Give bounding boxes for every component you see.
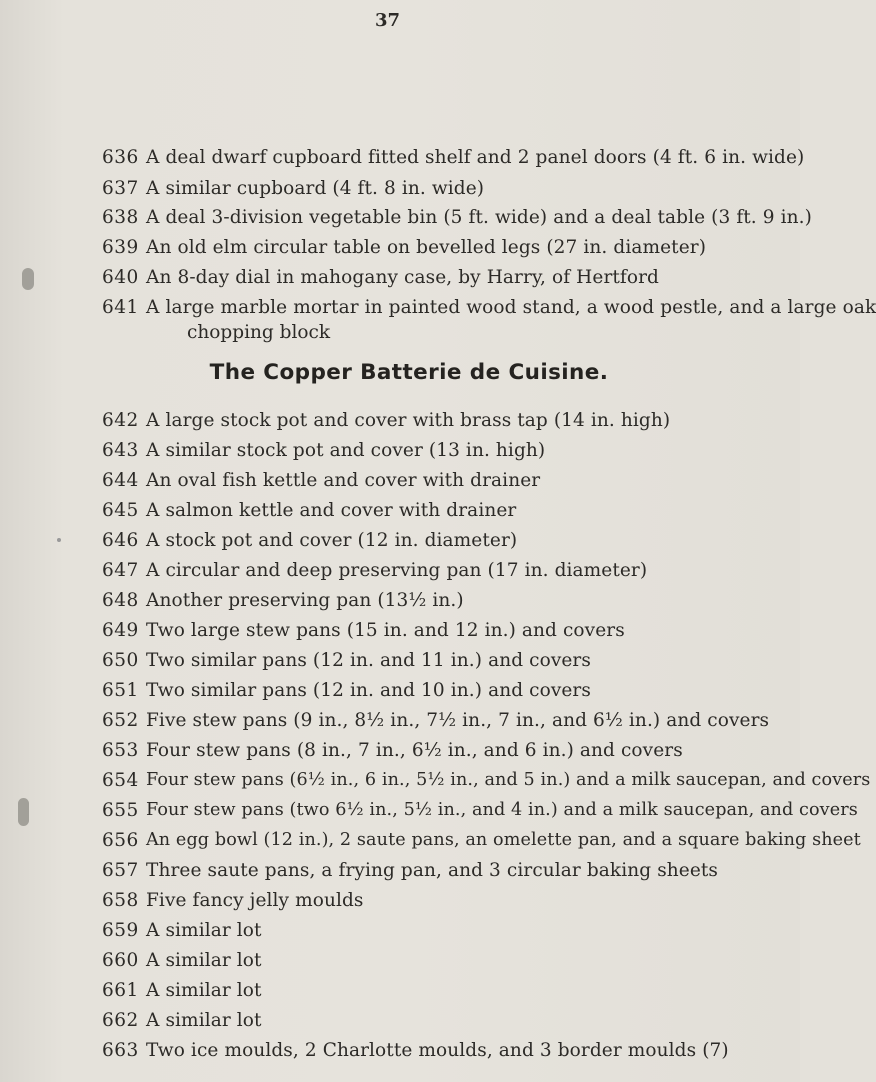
lot-number: 663	[102, 1040, 139, 1061]
lot-row	[0, 297, 876, 321]
page-number: 37	[374, 10, 401, 31]
lot-number: 655	[102, 800, 139, 821]
lot-row	[0, 650, 800, 674]
lot-number: 662	[102, 1010, 139, 1031]
lot-description: A similar stock pot and cover (13 in. high)	[146, 440, 546, 461]
lot-row	[0, 950, 800, 974]
lot-number: 649	[102, 620, 139, 641]
lot-row	[0, 147, 805, 171]
lot-description: A deal dwarf cupboard fitted shelf and 2 panel doors (4 ft. 6 in. wide)	[146, 147, 805, 168]
lot-description: Two large stew pans (15 in. and 12 in.) and covers	[146, 620, 625, 641]
lot-number: 638	[102, 207, 139, 228]
lot-description: A similar lot	[146, 1010, 262, 1031]
lot-number: 654	[102, 770, 139, 791]
lot-row	[0, 620, 800, 644]
lot-row	[0, 237, 800, 261]
lot-description: Two similar pans (12 in. and 10 in.) and covers	[146, 680, 591, 701]
lot-row	[0, 267, 800, 291]
lot-description: A similar cupboard (4 ft. 8 in. wide)	[146, 178, 485, 199]
lot-number: 653	[102, 740, 139, 761]
lot-number: 643	[102, 440, 139, 461]
lot-description: A similar lot	[146, 950, 262, 971]
lot-number: 661	[102, 980, 139, 1001]
lot-row	[0, 710, 800, 734]
lot-description: Four stew pans (8 in., 7 in., 6½ in., and 6 in.) and covers	[146, 740, 683, 761]
lot-description-continuation: chopping block	[187, 322, 331, 343]
lot-description: Another preserving pan (13½ in.)	[146, 590, 464, 611]
lot-row	[0, 500, 800, 524]
lot-number: 646	[102, 530, 139, 551]
lot-row	[0, 890, 800, 914]
lot-description: A circular and deep preserving pan (17 in. diameter)	[146, 560, 648, 581]
lot-row	[0, 440, 800, 464]
lot-row	[0, 560, 800, 584]
lot-description: A large marble mortar in painted wood stand, a wood pestle, and a large oak	[146, 297, 876, 318]
lot-number: 647	[102, 560, 139, 581]
lot-description: A stock pot and cover (12 in. diameter)	[146, 530, 518, 551]
lot-row	[0, 980, 800, 1004]
lot-number: 641	[102, 297, 139, 318]
lot-row	[0, 830, 861, 854]
section-heading: The Copper Batterie de Cuisine.	[209, 360, 609, 385]
lot-description: A large stock pot and cover with brass tap (14 in. high)	[146, 410, 671, 431]
lot-row	[0, 1010, 800, 1034]
lot-row	[0, 1040, 800, 1064]
lot-description: A similar lot	[146, 920, 262, 941]
lot-row	[0, 680, 800, 704]
lot-description: Five fancy jelly moulds	[146, 890, 364, 911]
lot-description: Two similar pans (12 in. and 11 in.) and covers	[146, 650, 591, 671]
lot-number: 656	[102, 830, 139, 851]
lot-row	[0, 860, 800, 884]
lot-row	[0, 178, 800, 202]
lot-row	[0, 920, 800, 944]
lot-description: A salmon kettle and cover with drainer	[146, 500, 517, 521]
lot-row	[0, 207, 812, 231]
lot-description: An old elm circular table on bevelled legs (27 in. diameter)	[146, 237, 707, 258]
lot-number: 639	[102, 237, 139, 258]
lot-number: 652	[102, 710, 139, 731]
lot-description: Four stew pans (6½ in., 6 in., 5½ in., and 5 in.) and a milk saucepan, and covers	[146, 770, 871, 790]
lot-description: An oval fish kettle and cover with drainer	[146, 470, 541, 491]
lot-number: 637	[102, 178, 139, 199]
lot-description: Two ice moulds, 2 Charlotte moulds, and 3 border moulds (7)	[146, 1040, 729, 1061]
lot-number: 636	[102, 147, 139, 168]
lot-number: 650	[102, 650, 139, 671]
lot-number: 648	[102, 590, 139, 611]
lot-description: Five stew pans (9 in., 8½ in., 7½ in., 7 in., and 6½ in.) and covers	[146, 710, 770, 731]
lot-description: A similar lot	[146, 980, 262, 1001]
lot-number: 645	[102, 500, 139, 521]
lot-number: 659	[102, 920, 139, 941]
lot-number: 658	[102, 890, 139, 911]
lot-row	[0, 740, 800, 764]
lot-number: 657	[102, 860, 139, 881]
lot-row	[0, 530, 800, 554]
lot-row	[0, 800, 858, 824]
lot-description: An egg bowl (12 in.), 2 saute pans, an omelette pan, and a square baking sheet	[146, 830, 861, 850]
lot-row	[0, 410, 800, 434]
lot-row	[0, 470, 800, 494]
lot-description: Three saute pans, a frying pan, and 3 circular baking sheets	[146, 860, 719, 881]
lot-number: 651	[102, 680, 139, 701]
lot-description: A deal 3-division vegetable bin (5 ft. wide) and a deal table (3 ft. 9 in.)	[146, 207, 812, 228]
lot-row	[0, 770, 871, 794]
lot-number: 644	[102, 470, 139, 491]
lot-number: 660	[102, 950, 139, 971]
lot-number: 642	[102, 410, 139, 431]
lot-number: 640	[102, 267, 139, 288]
lot-description: Four stew pans (two 6½ in., 5½ in., and 4 in.) and a milk saucepan, and covers	[146, 800, 858, 820]
lot-row	[0, 590, 800, 614]
lot-description: An 8-day dial in mahogany case, by Harry, of Hertford	[146, 267, 659, 288]
